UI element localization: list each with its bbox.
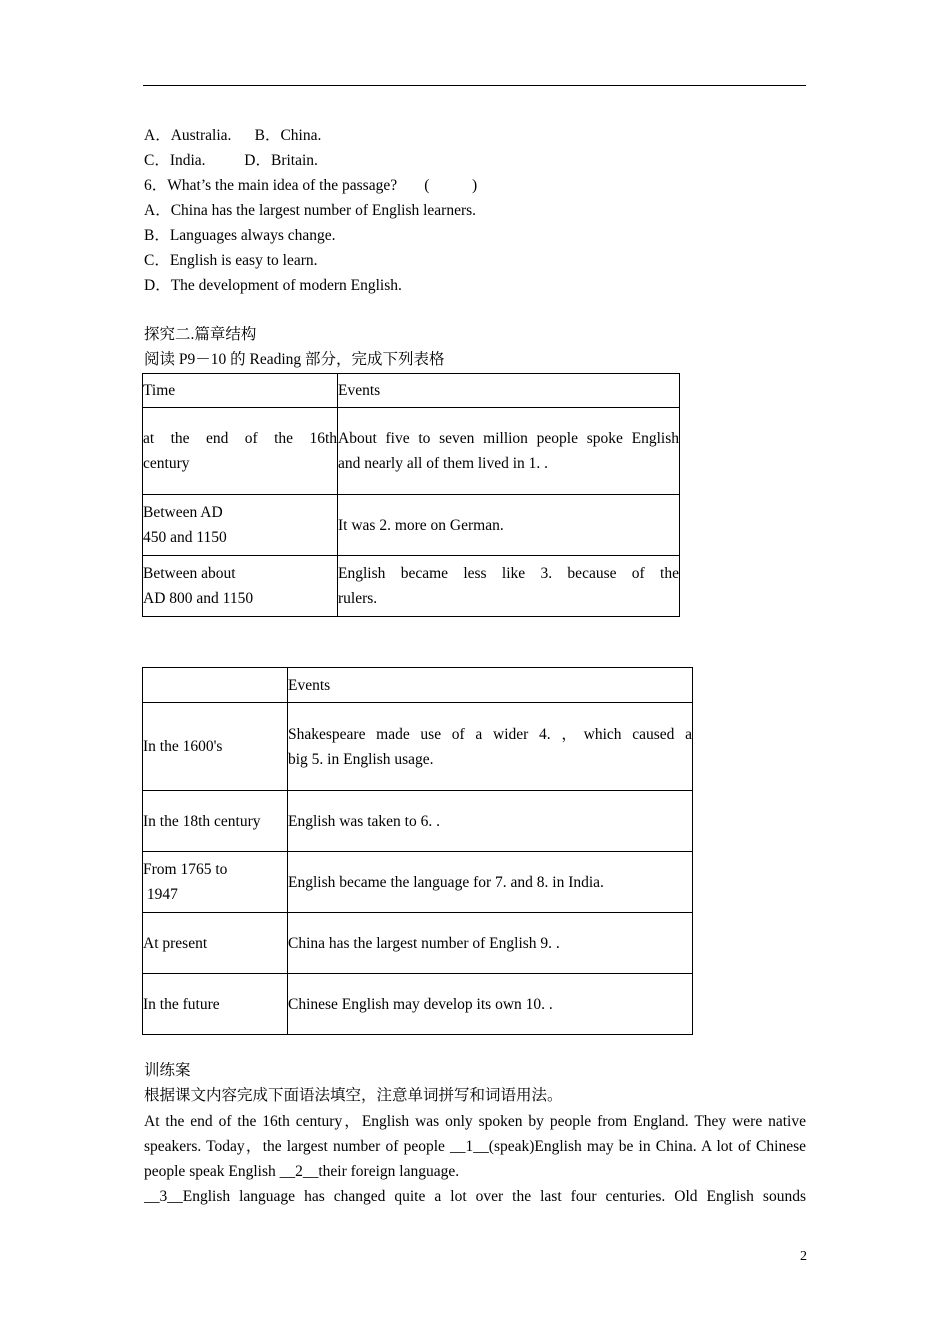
event-cell: Chinese English may develop its own 10. . [288, 974, 693, 1035]
table-row [143, 913, 693, 974]
training-instruction: 根据课文内容完成下面语法填空，注意单词拼写和词语用法。 [144, 1087, 563, 1104]
event-cell: English was taken to 6. . [288, 791, 693, 852]
table-row [143, 974, 693, 1035]
training-paragraph-1: At the end of the 16th century，English was only spoken by people from England. They were native speakers. Today，the largest number of people __1__(speak)English may be in China. A lot of Chinese people speak English __2__their foreign language. [144, 1113, 806, 1180]
table-row [143, 852, 693, 913]
event-cell: China has the largest number of English 9. . [288, 913, 693, 974]
q6-option-c: C．English is easy to learn. [144, 252, 318, 269]
table-header-row [143, 374, 680, 408]
table-row [143, 556, 680, 617]
time-cell: at the end of the 16th century [143, 408, 338, 495]
table-row [143, 791, 693, 852]
table-header-row [143, 668, 693, 703]
time-cell: At present [143, 913, 288, 974]
training-paragraph-2: __3__English language has changed quite a lot over the last four centuries. Old English sounds [144, 1188, 806, 1205]
event-cell: Shakespeare made use of a wider 4. ，which caused a big 5. in English usage. [288, 703, 693, 791]
header-rule [143, 85, 806, 86]
table-row [143, 703, 693, 791]
header-events: Events [338, 374, 680, 408]
time-cell: In the future [143, 974, 288, 1035]
page-number: 2 [800, 1249, 807, 1264]
header-time: Time [143, 374, 338, 408]
time-cell: Between about AD 800 and 1150 [143, 556, 338, 617]
header-events: Events [288, 668, 693, 703]
section2-title: 探究二.篇章结构 [144, 326, 257, 343]
event-cell: English became less like 3. because of the rulers. [338, 556, 680, 617]
events-table-1 [142, 373, 680, 617]
time-cell: Between AD 450 and 1150 [143, 495, 338, 556]
events-table-2 [142, 667, 693, 1035]
event-cell: It was 2. more on German. [338, 495, 680, 556]
q5-options-line-2: C．India. D．Britain. [144, 152, 318, 169]
event-cell: About five to seven million people spoke English and nearly all of them lived in 1. . [338, 408, 680, 495]
time-cell: From 1765 to 1947 [143, 852, 288, 913]
q6-option-a: A．China has the largest number of English learners. [144, 202, 477, 219]
q6-option-d: D．The development of modern English. [144, 277, 402, 294]
training-title: 训练案 [144, 1062, 191, 1079]
event-cell: English became the language for 7. and 8. in India. [288, 852, 693, 913]
table-row [143, 495, 680, 556]
q6-stem: 6．What’s the main idea of the passage? ( ) [144, 177, 478, 194]
time-cell: In the 18th century [143, 791, 288, 852]
header-time [143, 668, 288, 703]
time-cell: In the 1600's [143, 703, 288, 791]
q5-options-line-1: A．Australia. B．China. [144, 127, 322, 144]
q6-option-b: B．Languages always change. [144, 227, 336, 244]
table-row [143, 408, 680, 495]
section2-instruction: 阅读 P9－10 的 Reading 部分，完成下列表格 [144, 351, 445, 368]
